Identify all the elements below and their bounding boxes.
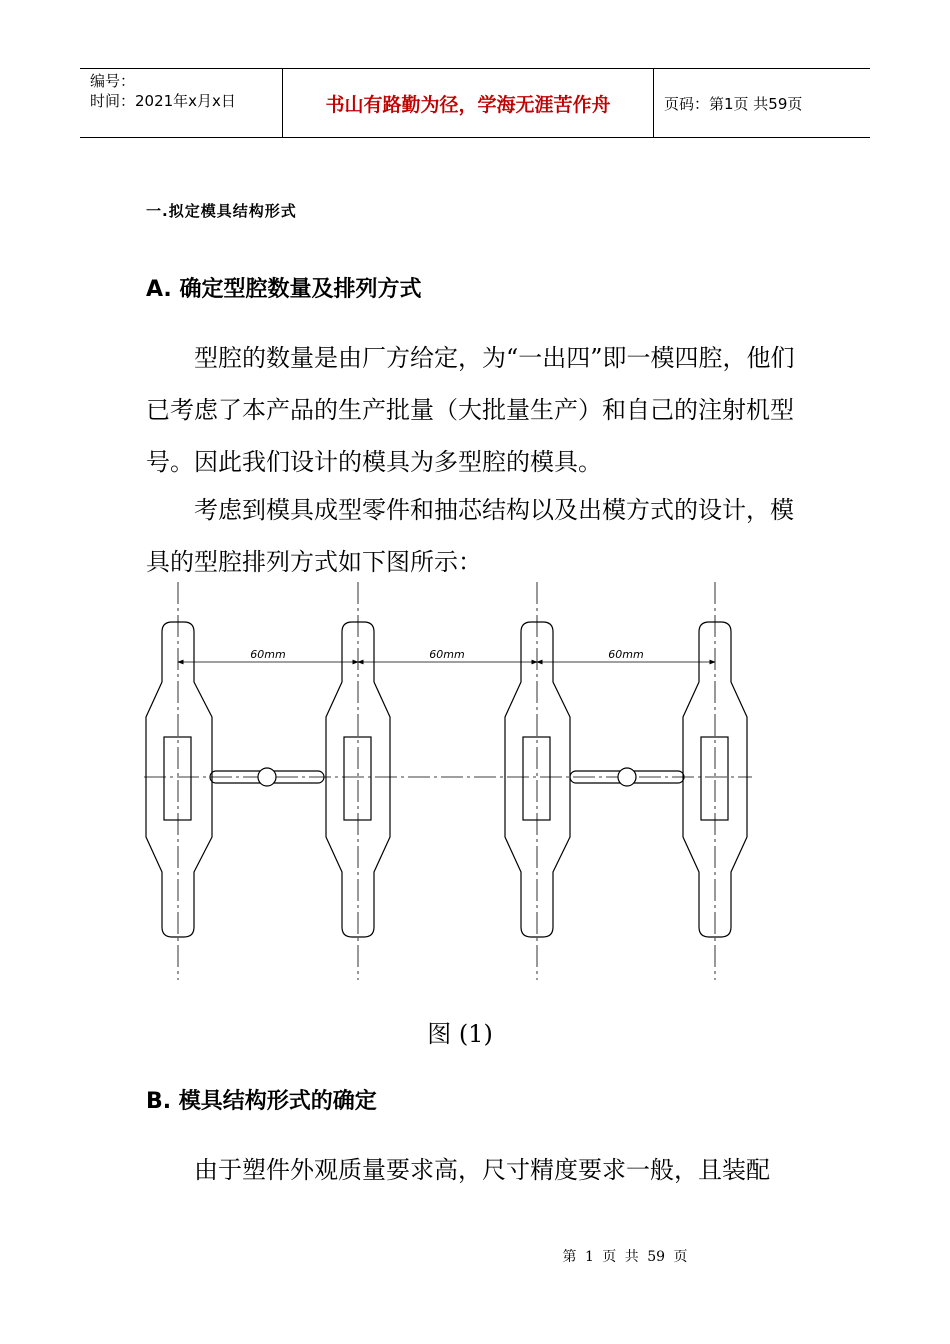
figure-caption: 图 (1) <box>427 1020 493 1048</box>
time-label: 时间：2021年x月x日 <box>90 92 236 110</box>
subsection-a-title: A. 确定型腔数量及排列方式 <box>146 277 422 302</box>
page-header <box>80 68 870 138</box>
cavity-layout-diagram <box>140 582 760 982</box>
subsection-b-title: B. 模具结构形式的确定 <box>146 1089 377 1114</box>
page-footer: 第 1 页 共 59 页 <box>562 1249 688 1265</box>
paragraph-1: 型腔的数量是由厂方给定，为“一出四”即一模四腔，他们已考虑了本产品的生产批量（大批量生产）和自己的注射机型号。因此我们设计的模具为多型腔的模具。 <box>146 344 795 476</box>
dimension-label-1: 60mm <box>250 648 286 661</box>
cavity-2 <box>326 582 390 980</box>
cavity-4 <box>683 582 747 980</box>
cavity-3 <box>505 582 570 980</box>
section-title: 一.拟定模具结构形式 <box>146 202 297 220</box>
dimension-label-2: 60mm <box>429 648 465 661</box>
paragraph-3: 由于塑件外观质量要求高，尺寸精度要求一般，且装配 <box>194 1156 770 1184</box>
dimension-label-3: 60mm <box>608 648 644 661</box>
header-page-info: 页码：第1页 共59页 <box>664 94 803 113</box>
header-meta <box>80 69 282 137</box>
header-motto: 书山有路勤为径，学海无涯苦作舟 <box>282 69 654 137</box>
cavity-1 <box>146 582 212 980</box>
number-label: 编号： <box>90 72 136 90</box>
paragraph-2: 考虑到模具成型零件和抽芯结构以及出模方式的设计，模具的型腔排列方式如下图所示： <box>146 496 794 576</box>
